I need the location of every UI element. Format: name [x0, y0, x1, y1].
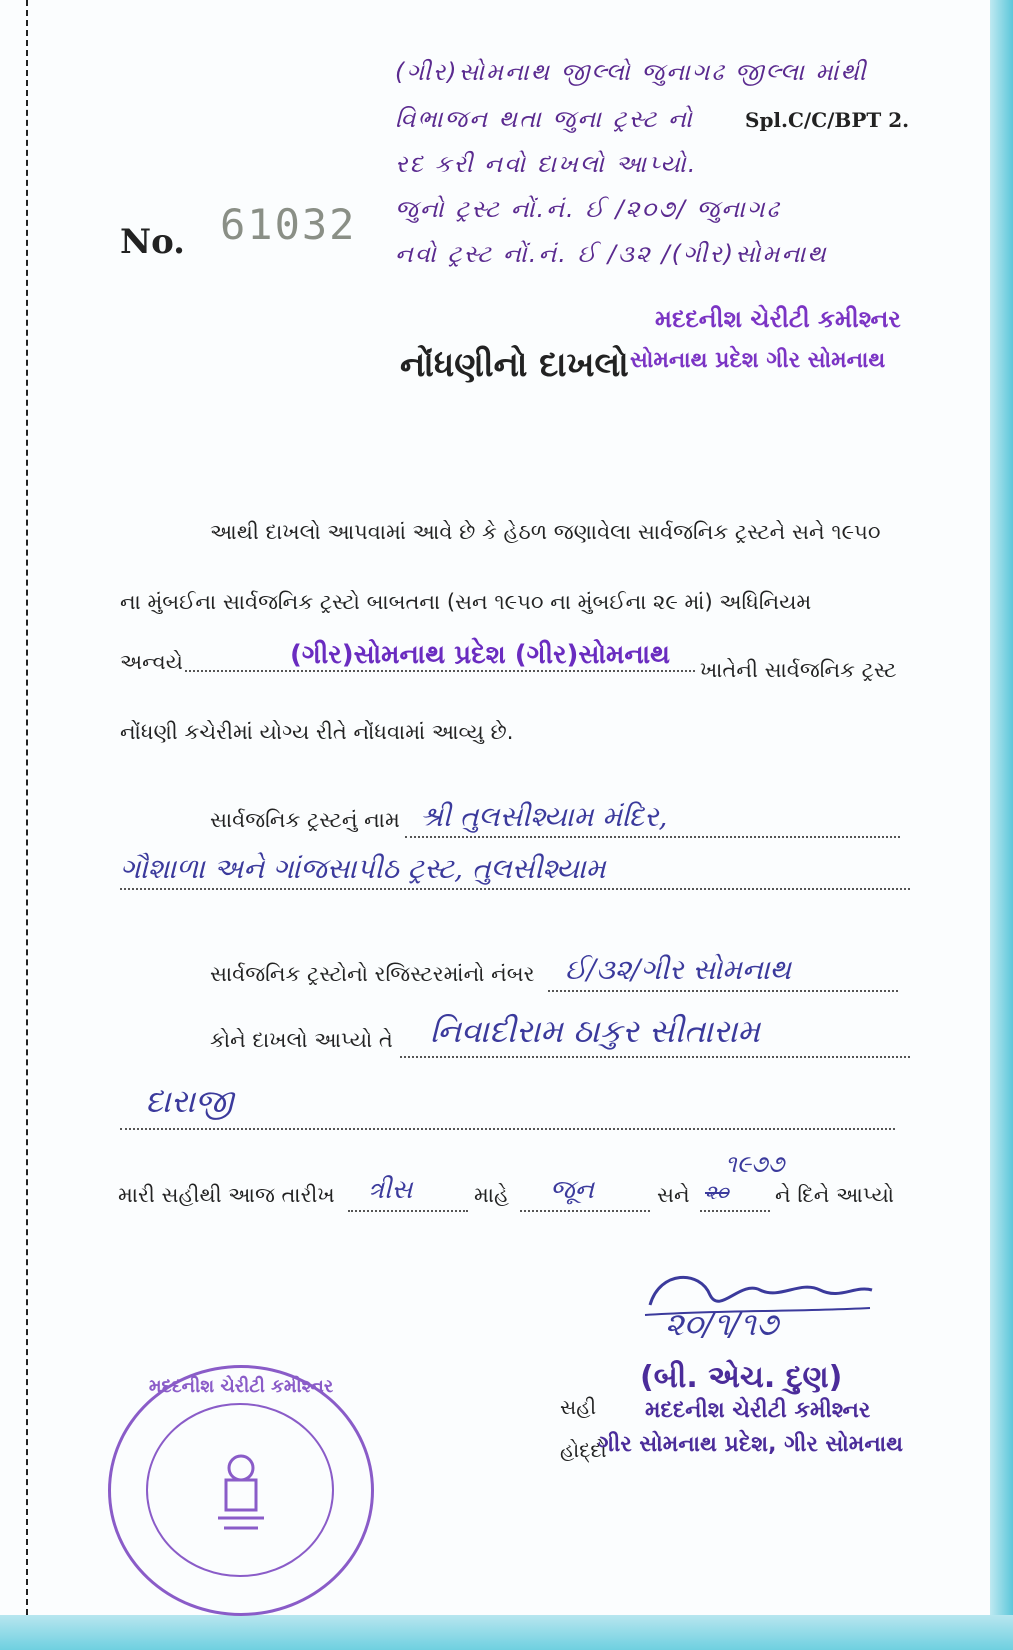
fill-line-day [348, 1210, 468, 1212]
body-line-1: આથી દાખલો આપવામાં આવે છે કે હેઠળ જણાવેલા સાર્વજનિક ટ્રસ્ટને સને ૧૯૫૦ [210, 520, 881, 544]
register-label: સાર્વજનિક ટ્રસ્ટોનો રજિસ્ટરમાંનો નંબર [210, 962, 535, 986]
fill-line-issued-to-2 [120, 1128, 895, 1130]
issued-to-fill-1: નિવાદીરામ ઠાકુર સીતારામ [430, 1012, 760, 1050]
fill-line-register [548, 990, 898, 992]
year-fill: ૧૯૭૭ [725, 1150, 785, 1178]
annotation-line-4: જુનો ટ્રસ્ટ નોં.નં. ઈ /૨૦૭/ જુનાગઢ [395, 195, 781, 223]
annotation-line-3: રદ કરી નવો દાખલો આપ્યો. [395, 150, 698, 178]
date-line-suffix: ને દિને આપ્યો [775, 1183, 895, 1207]
annotation-line-2: વિભાજન થતા જુના ટ્રસ્ટ નો [395, 105, 694, 133]
body-line-2: ના મુંબઈના સાર્વજનિક ટ્રસ્ટો બાબતના (સન ૧૯૫૦ ના મુંબઈના ૨૯ માં) અધિનિયમ [120, 590, 812, 614]
trust-name-label: સાર્વજનિક ટ્રસ્ટનું નામ [210, 808, 400, 832]
scan-bottom-edge [0, 1615, 1013, 1650]
perforation-line [26, 0, 28, 1615]
official-seal [108, 1365, 374, 1616]
trust-name-fill-1: શ્રી તુલસીશ્યામ મંદિર, [420, 800, 668, 833]
issued-to-fill-2: દારાજી [145, 1082, 234, 1120]
annotation-stamp-title: મદદનીશ ચેરીટી કમીશ્નર [655, 305, 901, 333]
annotation-stamp-office: સોમનાથ પ્રદેશ ગીર સોમનાથ [630, 348, 886, 373]
signatory-office: ગીર સોમનાથ પ્રદેશ, ગીર સોમનાથ [598, 1432, 903, 1457]
body-line-3-suffix: ખાતેની સાર્વજનિક ટ્રસ્ટ [700, 658, 897, 682]
emblem-icon [206, 1448, 276, 1538]
register-number-fill: ઈ/૩૨/ગીર સોમનાથ [565, 953, 792, 986]
signature-date: ૨૦/૧/૧૭ [665, 1305, 779, 1343]
fill-line-trust-name-2 [120, 888, 910, 890]
fill-line-issued-to-1 [400, 1056, 910, 1058]
fill-line-month [520, 1210, 650, 1212]
date-month-fill: જૂન [550, 1175, 594, 1205]
year-struck: ૨૦ [705, 1180, 729, 1204]
year-label: સને [657, 1183, 690, 1207]
signatory-title: મદદનીશ ચેરીટી કમીશ્નર [645, 1398, 871, 1423]
page-title: નોંધણીનો દાખલો [400, 345, 629, 385]
sign-label: સહી [560, 1395, 597, 1419]
fill-line-trust-name-1 [405, 836, 900, 838]
month-label: માહે [474, 1183, 509, 1207]
date-day-fill: ત્રીસ [368, 1175, 413, 1205]
seal-text: મદદનીશ ચેરીટી કમીશ્નર [148, 1376, 334, 1397]
annotation-line-1: (ગીર)સોમનાથ જીલ્લો જુનાગઢ જીલ્લા માંથી [395, 58, 868, 86]
signatory-name: (બી. એચ. દુણ) [640, 1360, 843, 1395]
date-line-prefix: મારી સહીથી આજ તારીખ [118, 1183, 335, 1207]
number-label: No. [120, 222, 185, 262]
location-fill: (ગીર)સોમનાથ પ્રદેશ (ગીર)સોમનાથ [290, 640, 671, 670]
certificate-number: 61032 [220, 200, 357, 249]
fill-line-year [700, 1210, 770, 1212]
scan-edge [990, 0, 1013, 1650]
trust-name-fill-2: ગૌશાળા અને ગાંજસાપીઠ ટ્રસ્ટ, તુલસીશ્યામ [120, 852, 606, 885]
body-line-4: નોંધણી કચેરીમાં યોગ્ય રીતે નોંધવામાં આવ્યુ છે. [120, 720, 514, 744]
issued-to-label: કોને દાખલો આપ્યો તે [210, 1028, 393, 1052]
designation-label: હોદ્દો [560, 1438, 607, 1462]
annotation-line-5: નવો ટ્રસ્ટ નોં.નં. ઈ /૩૨ /(ગીર)સોમનાથ [395, 240, 828, 268]
body-line-3-prefix: અન્વયે [120, 650, 183, 674]
form-code: Spl.C/C/BPT 2. [745, 108, 910, 132]
